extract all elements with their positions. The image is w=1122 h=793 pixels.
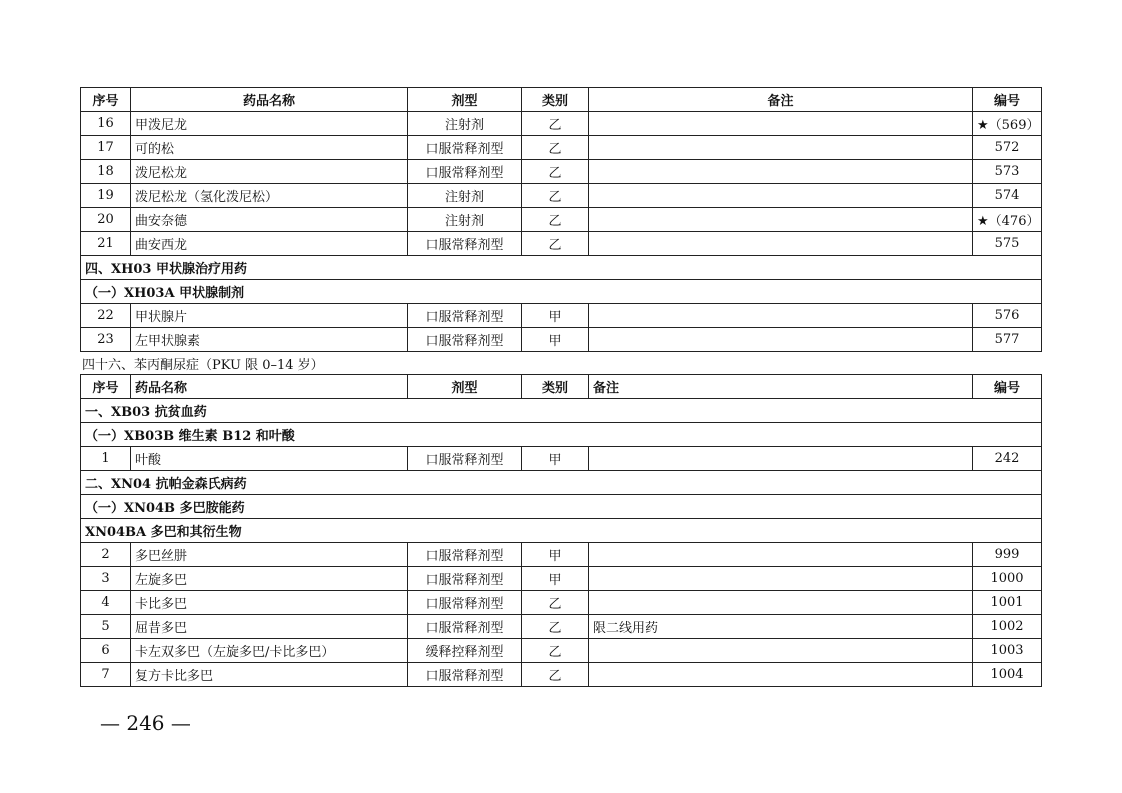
cell-seq: 5 [81,615,131,639]
cell-category: 甲 [522,304,589,328]
section-row [81,399,1042,423]
cell-form: 口服常释剂型 [408,591,522,615]
cell-remark: 限二线用药 [589,615,973,639]
cell-code: 576 [973,304,1042,328]
cell-category: 乙 [522,663,589,687]
cell-form: 口服常释剂型 [408,447,522,471]
cell-remark [589,184,973,208]
section-title: 二、XN04 抗帕金森氏病药 [81,471,1042,495]
cell-seq: 21 [81,232,131,256]
cell-remark [589,639,973,663]
cell-form: 口服常释剂型 [408,663,522,687]
section-title: 四、XH03 甲状腺治疗用药 [81,256,1042,280]
table-row [81,160,1042,184]
cell-name: 曲安奈德 [131,208,408,232]
header-seq: 序号 [81,375,131,399]
table-header [81,88,1042,112]
cell-name: 卡左双多巴（左旋多巴/卡比多巴） [131,639,408,663]
cell-name: 屈昔多巴 [131,615,408,639]
cell-remark [589,160,973,184]
cell-category: 乙 [522,112,589,136]
cell-category: 乙 [522,136,589,160]
cell-name: 左甲状腺素 [131,328,408,352]
cell-name: 卡比多巴 [131,591,408,615]
header-category: 类别 [522,88,589,112]
section-row [81,423,1042,447]
cell-name: 叶酸 [131,447,408,471]
table-row [81,567,1042,591]
cell-category: 甲 [522,543,589,567]
cell-form: 口服常释剂型 [408,543,522,567]
cell-remark [589,112,973,136]
cell-category: 甲 [522,328,589,352]
cell-form: 注射剂 [408,112,522,136]
table-row [81,615,1042,639]
page-number: — 246 — [100,711,191,735]
table-row [81,328,1042,352]
table-row [81,591,1042,615]
cell-category: 乙 [522,208,589,232]
cell-category: 乙 [522,160,589,184]
cell-remark [589,663,973,687]
cell-category: 甲 [522,447,589,471]
table-row [81,447,1042,471]
header-remark: 备注 [589,88,973,112]
cell-name: 甲泼尼龙 [131,112,408,136]
table-row [81,184,1042,208]
cell-code: 574 [973,184,1042,208]
cell-form: 缓释控释剂型 [408,639,522,663]
cell-form: 注射剂 [408,208,522,232]
header-code: 编号 [973,88,1042,112]
header-remark: 备注 [589,375,973,399]
section-row [81,495,1042,519]
cell-remark [589,232,973,256]
cell-category: 甲 [522,567,589,591]
table-row [81,112,1042,136]
cell-form: 口服常释剂型 [408,304,522,328]
header-name: 药品名称 [131,88,408,112]
cell-code: 242 [973,447,1042,471]
table-row [81,232,1042,256]
cell-name: 曲安西龙 [131,232,408,256]
cell-code: 577 [973,328,1042,352]
table-row [81,208,1042,232]
cell-form: 口服常释剂型 [408,328,522,352]
cell-seq: 1 [81,447,131,471]
cell-remark [589,304,973,328]
cell-category: 乙 [522,615,589,639]
cell-category: 乙 [522,591,589,615]
cell-remark [589,136,973,160]
cell-seq: 23 [81,328,131,352]
cell-seq: 6 [81,639,131,663]
section-row [81,519,1042,543]
cell-category: 乙 [522,639,589,663]
cell-code: 575 [973,232,1042,256]
cell-code: 1002 [973,615,1042,639]
cell-remark [589,447,973,471]
header-seq: 序号 [81,88,131,112]
cell-remark [589,567,973,591]
header-category: 类别 [522,375,589,399]
cell-remark [589,543,973,567]
cell-code: 1000 [973,567,1042,591]
cell-code: 1004 [973,663,1042,687]
drug-table-2 [80,374,1042,687]
table-row [81,304,1042,328]
table-row [81,136,1042,160]
table-row [81,663,1042,687]
section-title: （一）XH03A 甲状腺制剂 [81,280,1042,304]
cell-name: 复方卡比多巴 [131,663,408,687]
drug-table-1 [80,87,1042,352]
cell-seq: 22 [81,304,131,328]
cell-form: 口服常释剂型 [408,160,522,184]
cell-remark [589,328,973,352]
cell-seq: 19 [81,184,131,208]
cell-form: 口服常释剂型 [408,136,522,160]
cell-form: 口服常释剂型 [408,232,522,256]
table-row [81,639,1042,663]
section-title: 一、XB03 抗贫血药 [81,399,1042,423]
cell-code: 572 [973,136,1042,160]
cell-name: 泼尼松龙（氢化泼尼松） [131,184,408,208]
section-title: XN04BA 多巴和其衍生物 [81,519,1042,543]
cell-code: 999 [973,543,1042,567]
cell-form: 注射剂 [408,184,522,208]
table-header [81,375,1042,399]
cell-seq: 4 [81,591,131,615]
cell-form: 口服常释剂型 [408,615,522,639]
cell-seq: 2 [81,543,131,567]
cell-seq: 3 [81,567,131,591]
cell-name: 泼尼松龙 [131,160,408,184]
cell-remark [589,208,973,232]
header-code: 编号 [973,375,1042,399]
section-row [81,256,1042,280]
cell-seq: 16 [81,112,131,136]
cell-form: 口服常释剂型 [408,567,522,591]
header-form: 剂型 [408,88,522,112]
cell-remark [589,591,973,615]
section-title: （一）XB03B 维生素 B12 和叶酸 [81,423,1042,447]
cell-code: 1001 [973,591,1042,615]
cell-seq: 20 [81,208,131,232]
cell-category: 乙 [522,232,589,256]
table-row [81,543,1042,567]
cell-name: 左旋多巴 [131,567,408,591]
section-row [81,280,1042,304]
cell-code: ★（569） [973,112,1042,136]
cell-name: 多巴丝肼 [131,543,408,567]
header-name: 药品名称 [131,375,408,399]
table-caption: 四十六、苯丙酮尿症（PKU 限 0–14 岁） [82,358,324,373]
cell-code: 1003 [973,639,1042,663]
section-row [81,471,1042,495]
cell-code: ★（476） [973,208,1042,232]
cell-category: 乙 [522,184,589,208]
cell-code: 573 [973,160,1042,184]
cell-seq: 18 [81,160,131,184]
cell-name: 可的松 [131,136,408,160]
cell-name: 甲状腺片 [131,304,408,328]
cell-seq: 17 [81,136,131,160]
cell-seq: 7 [81,663,131,687]
header-form: 剂型 [408,375,522,399]
section-title: （一）XN04B 多巴胺能药 [81,495,1042,519]
